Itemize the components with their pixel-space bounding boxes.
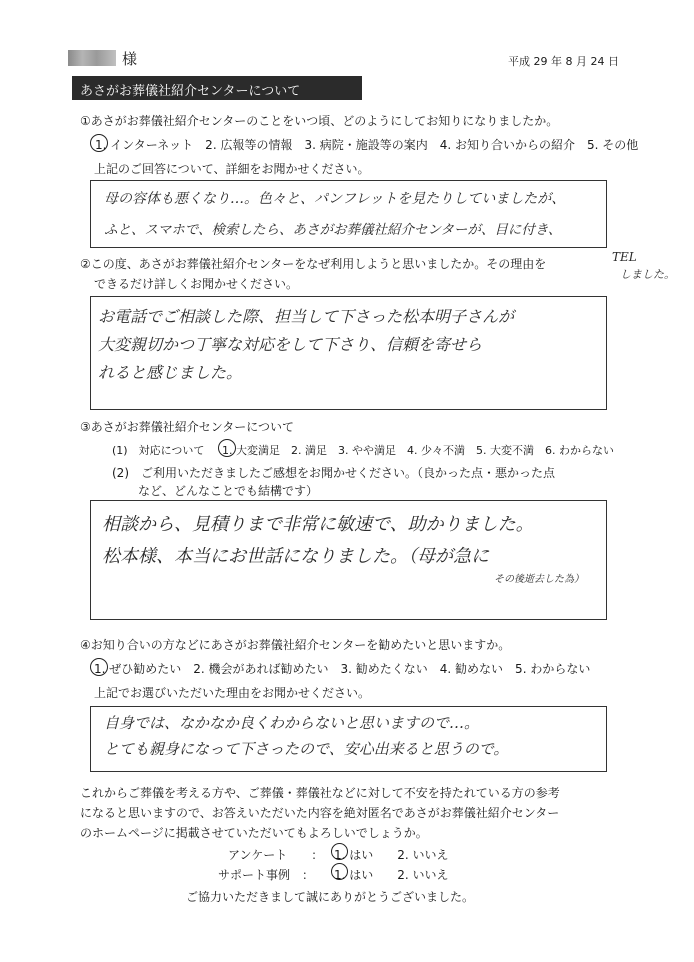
closing-line3: のホームページに掲載させていただいてもよろしいでしょうか。 [80, 826, 428, 840]
thanks-text: ご協力いただきまして誠にありがとうございました。 [186, 890, 475, 904]
q3-sub1-options: 1. 大変満足 2. 満足 3. やや満足 4. 少々不満 5. 大変不満 6. わからない [222, 444, 614, 457]
q3-sub2-line1: (2) ご利用いただきましたご感想をお聞かせください。（良かった点・悪かった点 [112, 466, 556, 480]
redacted-name [68, 50, 116, 66]
q3-answer-line3: その後逝去した為） [494, 574, 584, 585]
q1-question: ①あさがお葬儀社紹介センターのことをいつ頃、どのようにしてお知りになりましたか。 [80, 114, 559, 128]
q4-answer-line1: 自身では、なかなか良くわからないと思いますので…。 [104, 714, 480, 732]
page-title: あさがお葬儀社紹介センターについて [80, 84, 301, 99]
q3-answer-line1: 相談から、見積りまで非常に敏速で、助かりました。 [102, 514, 534, 535]
q1-answer-line1: 母の容体も悪くなり…。色々と、パンフレットを見たりしていましたが、 [104, 191, 566, 207]
closing-line1: これからご葬儀を考える方や、ご葬儀・葬儀社などに対して不安を持たれている方の参考 [80, 786, 560, 800]
document-date: 平成 29 年 8 月 24 日 [508, 55, 619, 68]
q1-answer-line2: ふと、スマホで、検索したら、あさがお葬儀社紹介センターが、目に付き、 [104, 222, 562, 238]
q3-sub2-line2: など、どんなことでも結構です） [138, 484, 319, 498]
q1-side-note-2: しました。 [620, 268, 675, 281]
q2-answer-line1: お電話でご相談した際、担当して下さった松本明子さんが [98, 307, 515, 326]
q4-question: ④お知り合いの方などにあさがお葬儀社紹介センターを勧めたいと思いますか。 [80, 638, 511, 652]
q1-detail-prompt: 上記のご回答について、詳細をお聞かせください。 [94, 162, 370, 176]
q3-heading: ③あさがお葬儀社紹介センターについて [80, 420, 295, 434]
support-label: サポート事例 ： [218, 868, 315, 882]
q4-detail-prompt: 上記でお選びいただいた理由をお聞かせください。 [94, 686, 371, 700]
recipient-suffix: 様 [122, 50, 138, 68]
q3-answer-line2: 松本様、本当にお世話になりました。（母が急に [102, 546, 489, 567]
q2-answer-line2: 大変親切かつ丁寧な対応をして下さり、信頼を寄せら [98, 335, 483, 354]
survey-options: 1. はい 2. いいえ [334, 848, 449, 862]
q4-answer-line2: とても親身になって下さったので、安心出来ると思うので。 [104, 740, 509, 758]
q2-question-line2: できるだけ詳しくお聞かせください。 [94, 277, 299, 291]
closing-line2: になると思いますので、お答えいただいた内容を絶対匿名であさがお葬儀社紹介センター [80, 806, 560, 820]
q2-question-line1: ②この度、あさがお葬儀社紹介センターをなぜ利用しようと思いましたか。その理由を [80, 257, 547, 271]
q4-options: 1. ぜひ勧めたい 2. 機会があれば勧めたい 3. 勧めたくない 4. 勧めない 5. わからない [94, 662, 591, 676]
q2-answer-line3: れると感じました。 [98, 363, 243, 382]
survey-label: アンケート ： [228, 848, 324, 862]
q3-sub1-label: (1) 対応について [112, 444, 205, 457]
q1-options: 1. インターネット 2. 広報等の情報 3. 病院・施設等の案内 4. お知り合いからの紹介 5. その他 [95, 138, 639, 152]
support-options: 1. はい 2. いいえ [334, 868, 449, 882]
q1-side-note-1: TEL [612, 250, 637, 264]
